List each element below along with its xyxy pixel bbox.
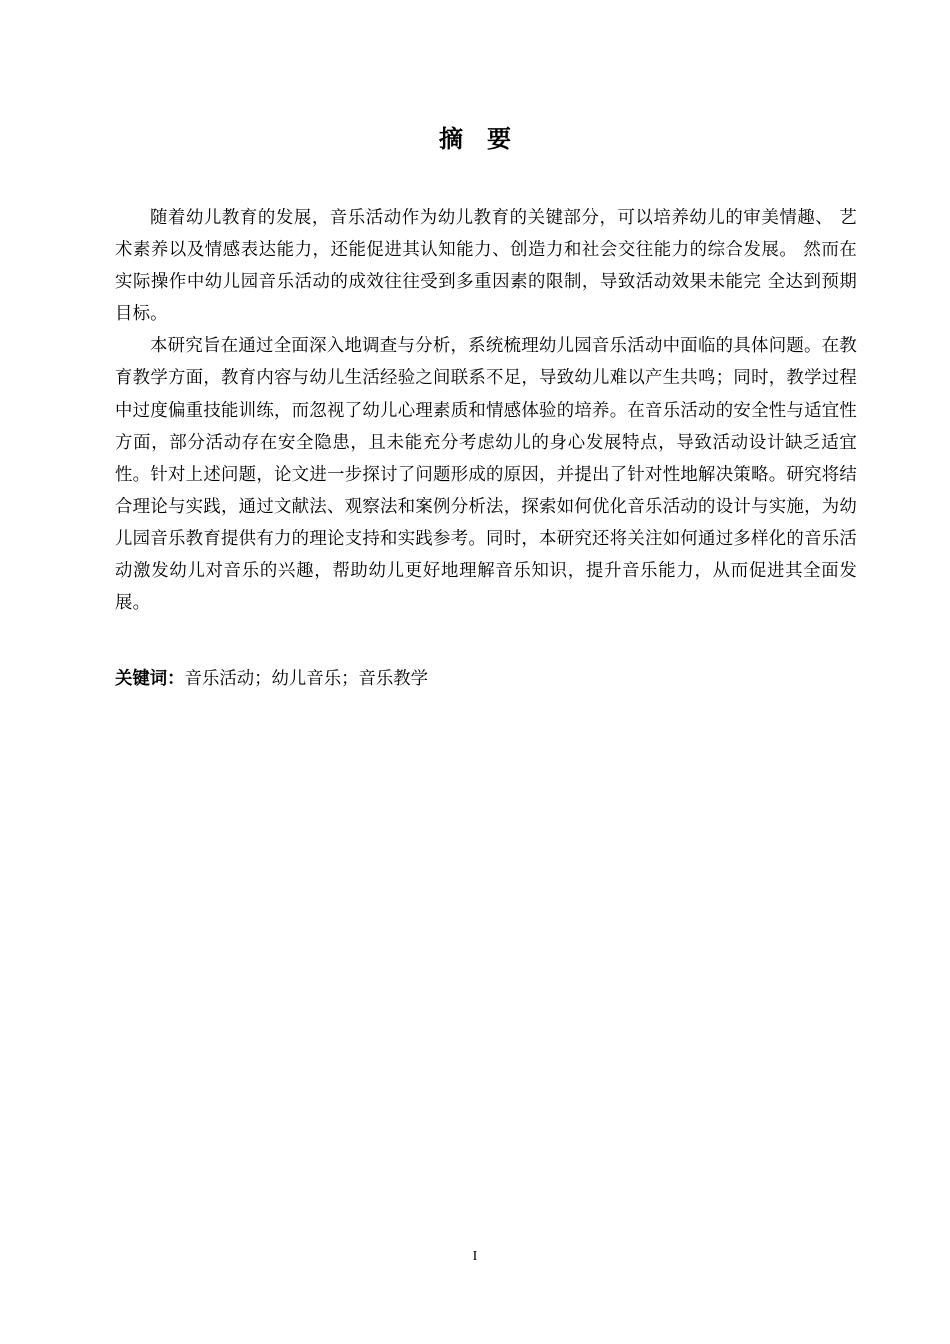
abstract-paragraph-1: 随着幼儿教育的发展，音乐活动作为幼儿教育的关键部分，可以培养幼儿的审美情趣、 艺术素养以及情感表达能力，还能促进其认知能力、创造力和社会交往能力的综合发展。 然而在实际操作中幼儿园音乐活动的成效往往受到多重因素的限制，导致活动效果未能完 全达到预期目标。: [115, 208, 857, 325]
keywords-label: 关键词：: [115, 669, 185, 689]
page-title: 摘要: [439, 125, 535, 153]
abstract-paragraph-2: 本研究旨在通过全面深入地调查与分析，系统梳理幼儿园音乐活动中面临的具体问题。在教育教学方面，教育内容与幼儿生活经验之间联系不足，导致幼儿难以产生共鸣；同时，教学过程中过度偏重技能训练，而忽视了幼儿心理素质和情感体验的培养。在音乐活动的安全性与适宜性方面，部分活动存在安全隐患，且未能充分考虑幼儿的身心发展特点，导致活动设计缺乏适宜性。针对上述问题，论文进一步探讨了问题形成的原因，并提出了针对性地解决策略。研究将结合理论与实践，通过文献法、观察法和案例分析法，探索如何优化音乐活动的设计与实施，为幼儿园音乐教育提供有力的理论支持和实践参考。同时，本研究还将关注如何通过多样化的音乐活动激发幼儿对音乐的兴趣，帮助幼儿更好地理解音乐知识，提升音乐能力，从而促进其全面发展。: [115, 336, 857, 614]
abstract-body: [115, 202, 857, 619]
page-number: I: [472, 1249, 478, 1264]
keywords-line: [115, 664, 857, 694]
keywords-value: 音乐活动；幼儿音乐；音乐教学: [184, 669, 429, 689]
